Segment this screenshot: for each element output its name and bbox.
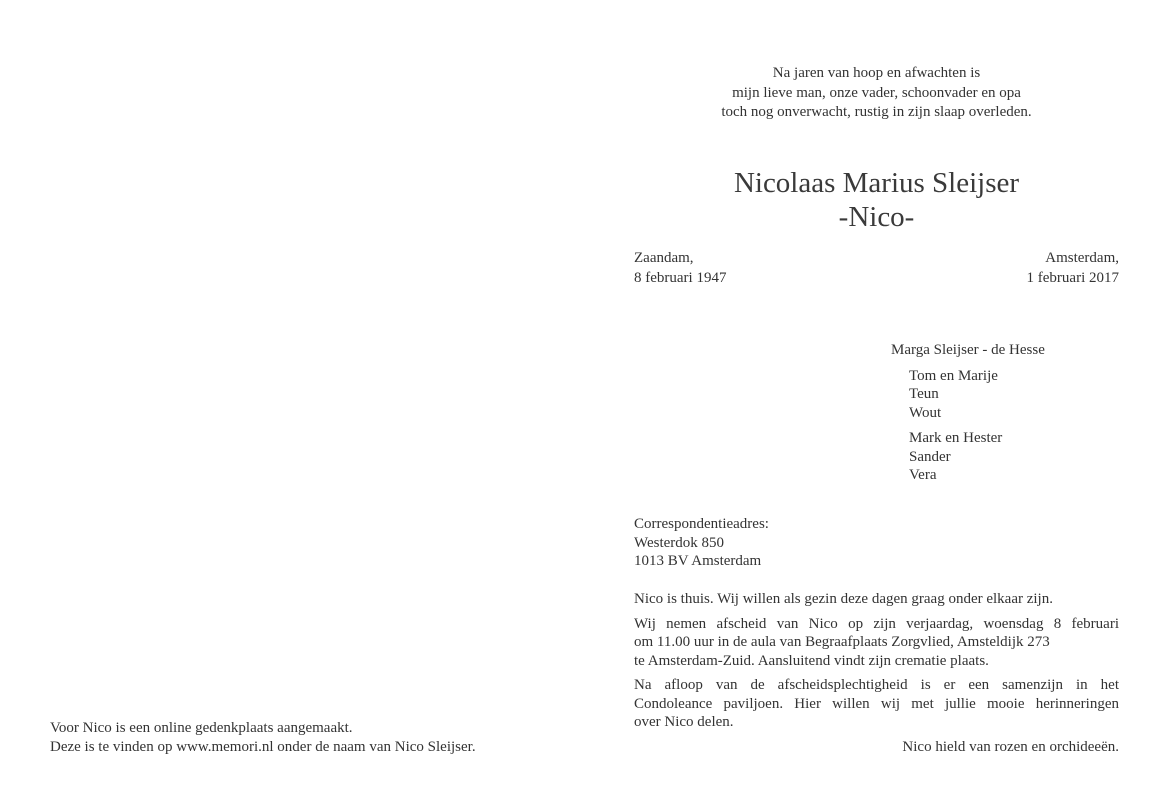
family-group (909, 367, 1045, 423)
deceased-nickname: -Nico- (838, 201, 915, 233)
announcement-line: Wij nemen afscheid van Nico op zijn verjaardag, woensdag 8 februari (634, 615, 1119, 632)
announcement-paragraph (634, 676, 1119, 732)
spouse-name: Marga Sleijser - de Hesse (891, 342, 1045, 358)
announcement-line: over Nico delen. (634, 714, 734, 730)
correspondence-address (634, 515, 769, 571)
grandchild-name: Teun (909, 386, 939, 402)
intro-line: mijn lieve man, onze vader, schoonvader en opa (732, 84, 1021, 101)
intro-line: toch nog onverwacht, rustig in zijn slaap overleden. (721, 104, 1032, 120)
death-place: Amsterdam, (1045, 250, 1119, 266)
announcement-line: te Amsterdam-Zuid. Aansluitend vindt zijn crematie plaats. (634, 652, 989, 669)
online-note-line: Deze is te vinden op www.memori.nl onder de naam van Nico Sleijser. (50, 738, 476, 755)
announcement-paragraph (634, 590, 1119, 609)
online-memorial-note (50, 719, 476, 756)
grandchild-name: Vera (909, 467, 937, 483)
family-list (891, 341, 1045, 485)
announcement-line: Na afloop van de afscheidsplechtigheid is er een samenzijn in het (634, 677, 1119, 693)
death-date: 1 februari 2017 (1026, 269, 1119, 286)
correspondence-city: 1013 BV Amsterdam (634, 553, 762, 569)
online-note-line: Voor Nico is een online gedenkplaats aangemaakt. (50, 720, 353, 736)
intro-verse (634, 64, 1119, 123)
grandchild-name: Wout (909, 404, 942, 421)
family-parents: Tom en Marije (909, 367, 998, 384)
grandchild-name: Sander (909, 448, 951, 465)
birth-date: 8 februari 1947 (634, 269, 727, 286)
deceased-full-name: Nicolaas Marius Sleijser (733, 167, 1020, 199)
announcement-line: Condoleance paviljoen. Hier willen wij met jullie mooie herinneringen (634, 695, 1119, 712)
deceased-name-block (634, 166, 1119, 234)
intro-line: Na jaren van hoop en afwachten is (772, 65, 981, 81)
death-info (900, 249, 1119, 288)
family-group (909, 429, 1045, 485)
announcement-paragraph (634, 615, 1119, 671)
correspondence-label: Correspondentieadres: (634, 516, 769, 532)
birth-place: Zaandam, (634, 250, 694, 266)
announcement-line: om 11.00 uur in de aula van Begraafplaats Zorgvlied, Amsteldijk 273 (634, 634, 1050, 650)
birth-info (634, 249, 726, 288)
closing-text: Nico hield van rozen en orchideeën. (902, 738, 1119, 755)
closing-line (634, 738, 1119, 757)
family-parents: Mark en Hester (909, 430, 1003, 446)
announcement-text (634, 590, 1119, 756)
correspondence-street: Westerdok 850 (634, 534, 725, 551)
announcement-line: Nico is thuis. Wij willen als gezin deze dagen graag onder elkaar zijn. (634, 591, 1053, 607)
